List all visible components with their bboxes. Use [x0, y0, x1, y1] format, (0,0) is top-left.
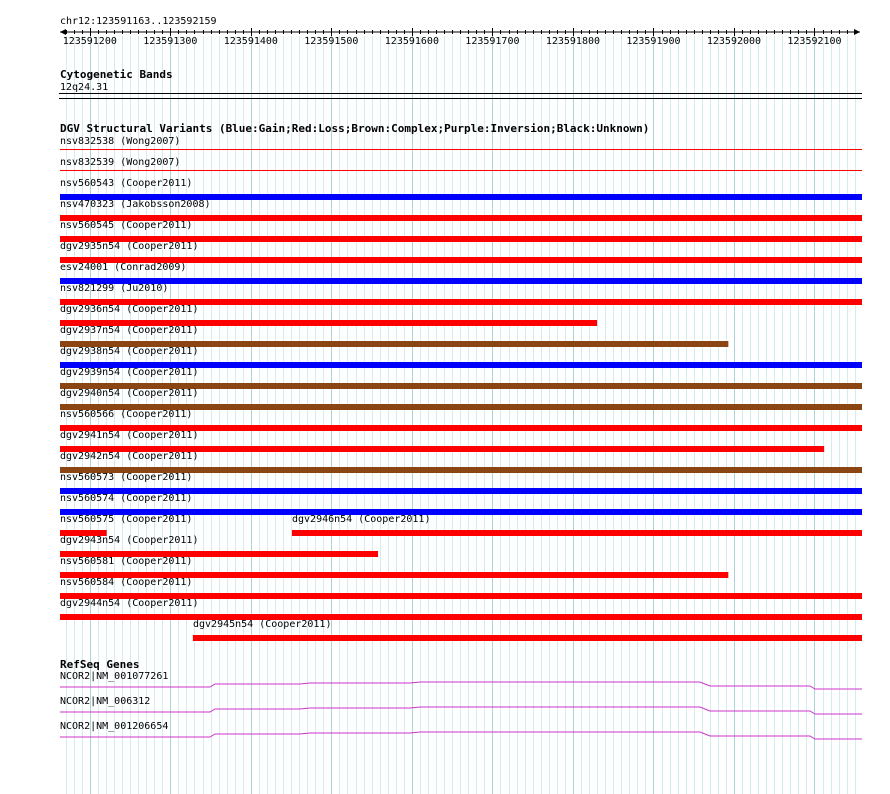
- variant-label[interactable]: dgv2938n54 (Cooper2011): [60, 346, 199, 357]
- variant-label[interactable]: dgv2944n54 (Cooper2011): [60, 598, 199, 609]
- variant-bar[interactable]: [60, 170, 862, 171]
- variant-bar[interactable]: [292, 530, 862, 536]
- ruler-label: 123591900: [626, 36, 681, 47]
- variant-label[interactable]: nsv560573 (Cooper2011): [60, 472, 193, 483]
- gene-label[interactable]: NCOR2|NM_006312: [60, 696, 151, 707]
- variant-bar[interactable]: [60, 614, 862, 620]
- variant-label[interactable]: dgv2939n54 (Cooper2011): [60, 367, 199, 378]
- ruler-label: 123591200: [62, 36, 117, 47]
- ruler-label: 123591600: [384, 36, 439, 47]
- variant-label[interactable]: nsv470323 (Jakobsson2008): [60, 199, 211, 210]
- variant-label[interactable]: dgv2941n54 (Cooper2011): [60, 430, 199, 441]
- variant-label[interactable]: dgv2935n54 (Cooper2011): [60, 241, 199, 252]
- variant-label[interactable]: nsv560574 (Cooper2011): [60, 493, 193, 504]
- ruler-label: 123591400: [223, 36, 278, 47]
- variant-bar[interactable]: [60, 278, 862, 284]
- variant-label[interactable]: nsv832538 (Wong2007): [60, 136, 181, 147]
- variant-label[interactable]: nsv560566 (Cooper2011): [60, 409, 193, 420]
- ruler-label: 123591700: [465, 36, 520, 47]
- gene-label[interactable]: NCOR2|NM_001206654: [60, 721, 169, 732]
- variant-label[interactable]: nsv560584 (Cooper2011): [60, 577, 193, 588]
- variant-label[interactable]: dgv2937n54 (Cooper2011): [60, 325, 199, 336]
- variant-label[interactable]: nsv560545 (Cooper2011): [60, 220, 193, 231]
- variant-label[interactable]: nsv832539 (Wong2007): [60, 157, 181, 168]
- region-label: chr12:123591163..123592159: [60, 16, 217, 27]
- variant-bar[interactable]: [60, 149, 862, 150]
- variant-bar[interactable]: [193, 635, 862, 641]
- refseq-track-title: RefSeq Genes: [60, 658, 140, 671]
- variant-label[interactable]: nsv560575 (Cooper2011): [60, 514, 193, 525]
- variant-label[interactable]: dgv2943n54 (Cooper2011): [60, 535, 199, 546]
- variant-label[interactable]: esv24001 (Conrad2009): [60, 262, 187, 273]
- variant-label[interactable]: nsv821299 (Ju2010): [60, 283, 169, 294]
- variant-label[interactable]: dgv2946n54 (Cooper2011): [292, 514, 431, 525]
- gene-label[interactable]: NCOR2|NM_001077261: [60, 671, 169, 682]
- ruler-label: 123591500: [304, 36, 359, 47]
- variant-label[interactable]: nsv560543 (Cooper2011): [60, 178, 193, 189]
- variant-label[interactable]: dgv2936n54 (Cooper2011): [60, 304, 199, 315]
- variant-label[interactable]: dgv2945n54 (Cooper2011): [193, 619, 332, 630]
- ruler-label: 123592100: [787, 36, 842, 47]
- ruler-label: 123591300: [143, 36, 198, 47]
- variant-label[interactable]: dgv2942n54 (Cooper2011): [60, 451, 199, 462]
- cytoband-label: 12q24.31: [60, 82, 109, 93]
- variant-label[interactable]: nsv560581 (Cooper2011): [60, 556, 193, 567]
- ruler-label: 123591800: [545, 36, 601, 47]
- cytoband-track-title: Cytogenetic Bands: [60, 68, 173, 81]
- dgv-track-title: DGV Structural Variants (Blue:Gain;Red:Loss;Brown:Complex;Purple:Inversion;Black:Unknown): [60, 122, 650, 135]
- ruler-label: 123592000: [706, 36, 762, 47]
- variant-label[interactable]: dgv2940n54 (Cooper2011): [60, 388, 199, 399]
